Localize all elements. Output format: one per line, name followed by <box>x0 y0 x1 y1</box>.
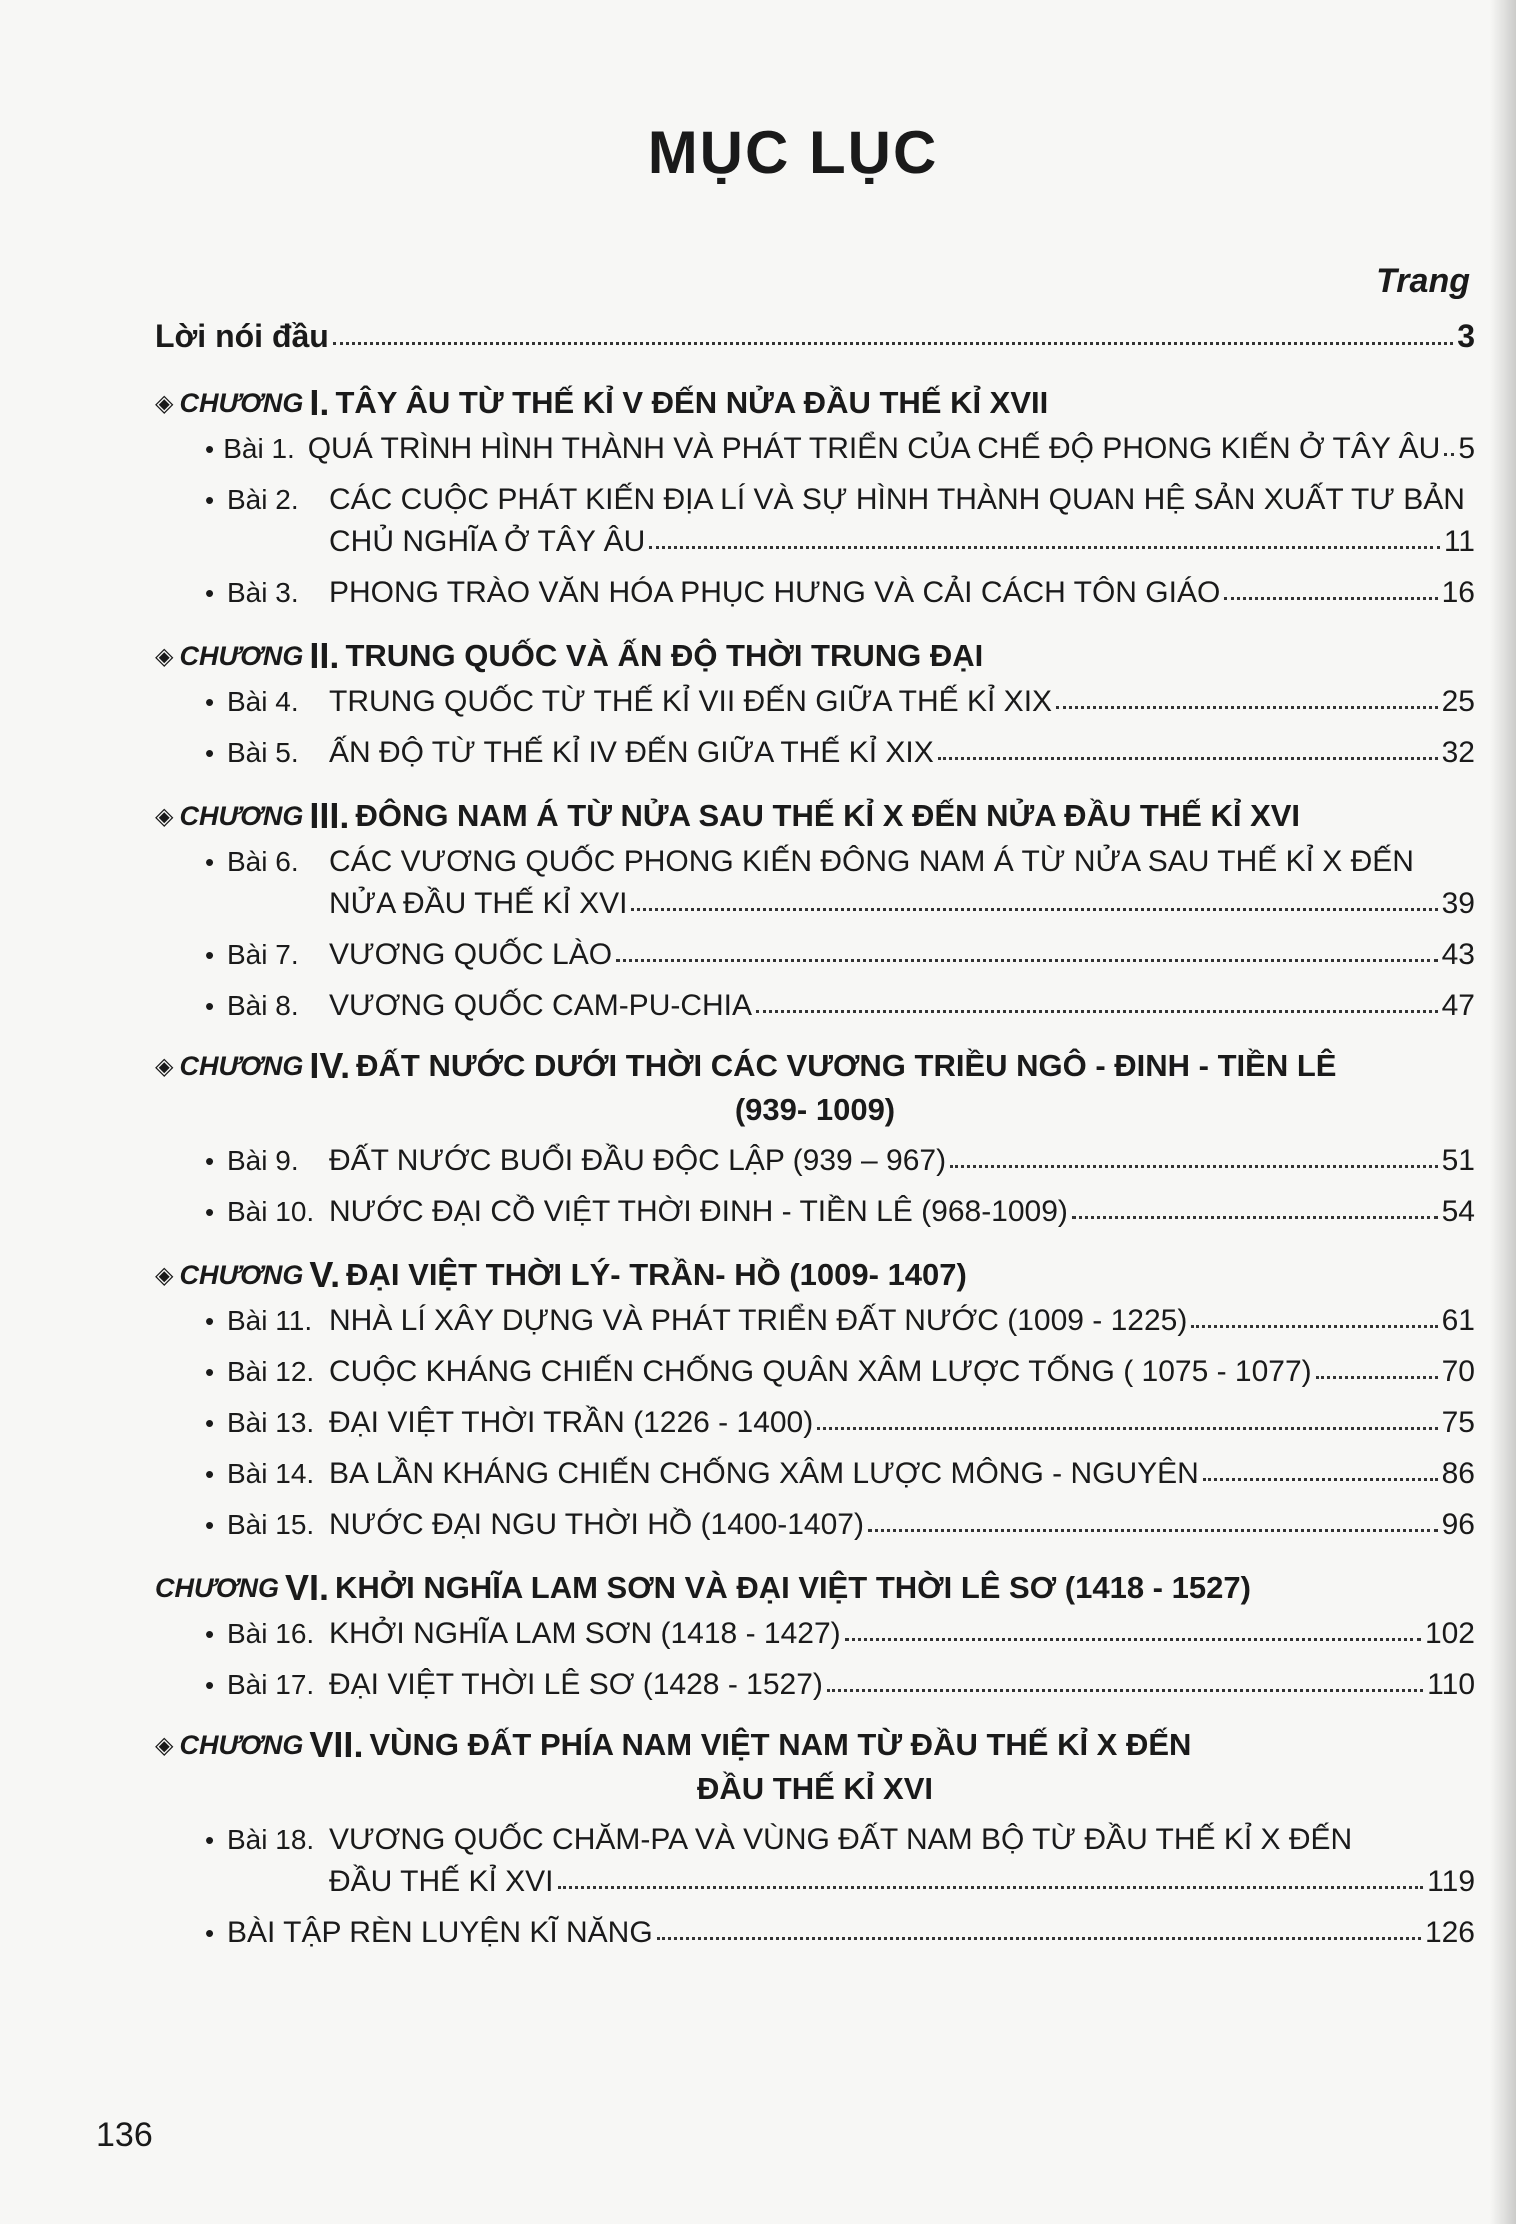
toc-lesson-row[interactable] <box>155 1668 1475 1719</box>
lesson-title: NHÀ LÍ XÂY DỰNG VÀ PHÁT TRIỂN ĐẤT NƯỚC (1009 - 1225) <box>329 1304 1188 1337</box>
lesson-title: KHỞI NGHĨA LAM SƠN (1418 - 1427) <box>329 1617 841 1650</box>
chapter-title: VÙNG ĐẤT PHÍA NAM VIỆT NAM TỪ ĐẦU THẾ KỈ X ĐẾN <box>369 1727 1192 1762</box>
lesson-number: Bài 18. <box>227 1824 315 1855</box>
lesson-page: 16 <box>1441 576 1475 609</box>
lesson-page: 47 <box>1441 989 1475 1022</box>
lesson-number: Bài 1. <box>223 433 295 464</box>
lesson-title: CÁC CUỘC PHÁT KIẾN ĐỊA LÍ VÀ SỰ HÌNH THÀNH QUAN HỆ SẢN XUẤT TƯ BẢN <box>329 483 1465 516</box>
toc-lesson-row[interactable] <box>155 1617 1475 1668</box>
dot-leader <box>1072 1215 1438 1219</box>
lesson-page: 54 <box>1441 1195 1475 1228</box>
bullet-icon: • <box>205 578 215 608</box>
bullet-icon: • <box>205 991 215 1021</box>
bullet-icon: • <box>205 1510 215 1540</box>
lesson-title: ĐẠI VIỆT THỜI TRẦN (1226 - 1400) <box>329 1406 814 1439</box>
lesson-title: CÁC VƯƠNG QUỐC PHONG KIẾN ĐÔNG NAM Á TỪ NỬA SAU THẾ KỈ X ĐẾN <box>329 845 1414 878</box>
chapter-label: CHƯƠNG <box>179 1050 304 1081</box>
lesson-number: Bài 11. <box>227 1305 313 1336</box>
dot-leader <box>1056 705 1438 709</box>
toc-lesson-row[interactable] <box>155 989 1475 1040</box>
toc-lesson-row[interactable] <box>155 483 1475 525</box>
bullet-icon: • <box>205 738 215 768</box>
chapter-number: VI. <box>284 1567 329 1608</box>
chapter-heading-7 <box>155 1719 1475 1771</box>
toc-lesson-row[interactable] <box>155 1823 1475 1865</box>
toc-lesson-row[interactable] <box>155 1406 1475 1457</box>
chapter-label: CHƯƠNG <box>179 387 304 418</box>
dot-leader <box>1191 1324 1437 1328</box>
chapter-title: TRUNG QUỐC VÀ ẤN ĐỘ THỜI TRUNG ĐẠI <box>345 638 984 673</box>
lesson-title: NƯỚC ĐẠI CỒ VIỆT THỜI ĐINH - TIỀN LÊ (968-1009) <box>329 1195 1068 1228</box>
lesson-page: 5 <box>1458 432 1475 465</box>
bullet-icon: • <box>205 485 215 515</box>
chapter-label: CHƯƠNG <box>179 640 304 671</box>
bullet-icon: • <box>205 847 215 877</box>
dot-leader <box>1224 596 1437 600</box>
toc-lesson-row[interactable] <box>155 845 1475 887</box>
page-number: 136 <box>96 2116 153 2154</box>
chapter-marker-icon: ◈ <box>155 1731 174 1759</box>
chapter-marker-icon: ◈ <box>155 1052 174 1080</box>
dot-leader <box>631 907 1437 911</box>
lesson-title: TRUNG QUỐC TỪ THẾ KỈ VII ĐẾN GIỮA THẾ KỈ XIX <box>329 685 1053 718</box>
chapter-heading-1 <box>155 374 1475 432</box>
lesson-page: 70 <box>1441 1355 1475 1388</box>
lesson-number: Bài 3. <box>227 577 299 608</box>
lesson-title: VƯƠNG QUỐC CAM-PU-CHIA <box>329 989 753 1022</box>
table-of-contents <box>155 318 1475 1967</box>
toc-lesson-row[interactable] <box>155 1508 1475 1559</box>
toc-lesson-row[interactable] <box>155 576 1475 627</box>
bullet-icon: • <box>205 1306 215 1336</box>
chapter-number: VII. <box>309 1724 364 1765</box>
toc-lesson-row[interactable] <box>155 1355 1475 1406</box>
chapter-title: KHỞI NGHĨA LAM SƠN VÀ ĐẠI VIỆT THỜI LÊ SƠ (1418 - 1527) <box>334 1570 1251 1605</box>
bullet-icon: • <box>205 1825 215 1855</box>
chapter-label: CHƯƠNG <box>179 800 304 831</box>
chapter-heading-3 <box>155 787 1475 845</box>
bullet-icon: • <box>205 1146 215 1176</box>
chapter-heading-6 <box>155 1559 1475 1617</box>
lesson-title: VƯƠNG QUỐC LÀO <box>329 938 613 971</box>
lesson-page: 39 <box>1441 887 1475 920</box>
lesson-number: Bài 8. <box>227 990 299 1021</box>
toc-lesson-row[interactable] <box>155 1144 1475 1195</box>
lesson-title-continued: CHỦ NGHĨA Ở TÂY ÂU <box>329 525 646 558</box>
chapter-marker-icon: ◈ <box>155 1261 174 1289</box>
chapter-title: ĐẠI VIỆT THỜI LÝ- TRẦN- HỒ (1009- 1407) <box>346 1257 967 1292</box>
dot-leader <box>827 1688 1423 1692</box>
dot-leader <box>756 1009 1438 1013</box>
page-column-label: Trang <box>1376 262 1470 300</box>
lesson-page: 75 <box>1441 1406 1475 1439</box>
toc-lesson-row[interactable] <box>155 685 1475 736</box>
chapter-label: CHƯƠNG <box>155 1572 279 1603</box>
lesson-page: 25 <box>1441 685 1475 718</box>
chapter-title: ĐẤT NƯỚC DƯỚI THỜI CÁC VƯƠNG TRIỀU NGÔ - ĐINH - TIỀN LÊ <box>356 1048 1337 1083</box>
lesson-title: BA LẦN KHÁNG CHIẾN CHỐNG XÂM LƯỢC MÔNG - NGUYÊN <box>329 1457 1199 1490</box>
chapter-number: III. <box>309 795 350 836</box>
dot-leader <box>558 1885 1424 1889</box>
chapter-number: V. <box>309 1254 341 1295</box>
lesson-title: NƯỚC ĐẠI NGU THỜI HỒ (1400-1407) <box>329 1508 864 1541</box>
page-title: MỤC LỤC <box>647 119 939 186</box>
dot-leader <box>1203 1477 1438 1481</box>
exercise-page: 126 <box>1424 1916 1475 1949</box>
lesson-number: Bài 13. <box>227 1407 315 1438</box>
chapter-title: ĐÔNG NAM Á TỪ NỬA SAU THẾ KỈ X ĐẾN NỬA ĐẦU THẾ KỈ XVI <box>355 798 1301 833</box>
lesson-page: 119 <box>1427 1865 1475 1898</box>
lesson-title: PHONG TRÀO VĂN HÓA PHỤC HƯNG VÀ CẢI CÁCH TÔN GIÁO <box>329 576 1221 609</box>
toc-lesson-continuation[interactable] <box>155 525 1475 576</box>
lesson-number: Bài 6. <box>227 846 299 877</box>
lesson-number: Bài 12. <box>227 1356 315 1387</box>
bullet-icon: • <box>205 434 215 464</box>
bullet-icon: • <box>205 1408 215 1438</box>
page-edge-shadow <box>1490 0 1516 2224</box>
lesson-title: VƯƠNG QUỐC CHĂM-PA VÀ VÙNG ĐẤT NAM BỘ TỪ ĐẦU THẾ KỈ X ĐẾN <box>329 1823 1353 1856</box>
chapter-marker-icon: ◈ <box>155 802 174 830</box>
lesson-page: 11 <box>1443 525 1475 558</box>
lesson-number: Bài 9. <box>227 1145 299 1176</box>
lesson-page: 51 <box>1441 1144 1475 1177</box>
dot-leader <box>950 1164 1438 1168</box>
dot-leader <box>1316 1375 1438 1379</box>
lesson-page: 61 <box>1441 1304 1475 1337</box>
bullet-icon: • <box>205 1619 215 1649</box>
lesson-page: 102 <box>1424 1617 1475 1650</box>
chapter-heading-4 <box>155 1040 1475 1092</box>
dot-leader <box>616 958 1438 962</box>
dot-leader <box>649 545 1439 549</box>
lesson-number: Bài 2. <box>227 484 299 515</box>
chapter-title: TÂY ÂU TỪ THẾ KỈ V ĐẾN NỬA ĐẦU THẾ KỈ XVII <box>335 385 1049 420</box>
lesson-title: CUỘC KHÁNG CHIẾN CHỐNG QUÂN XÂM LƯỢC TỐNG ( 1075 - 1077) <box>329 1355 1312 1388</box>
lesson-page: 110 <box>1427 1668 1475 1701</box>
chapter-marker-icon: ◈ <box>155 389 174 417</box>
intro-label: Lời nói đầu <box>155 318 329 354</box>
lesson-title: QUÁ TRÌNH HÌNH THÀNH VÀ PHÁT TRIỂN CỦA CHẾ ĐỘ PHONG KIẾN Ở TÂY ÂU <box>307 432 1441 465</box>
chapter-label: CHƯƠNG <box>179 1259 304 1290</box>
toc-intro-row[interactable] <box>155 318 1475 374</box>
chapter-number: I. <box>309 382 330 423</box>
lesson-number: Bài 15. <box>227 1509 315 1540</box>
dot-leader <box>868 1528 1438 1532</box>
lesson-number: Bài 17. <box>227 1669 315 1700</box>
dot-leader <box>938 756 1438 760</box>
chapter-heading-5 <box>155 1246 1475 1304</box>
toc-lesson-row[interactable] <box>155 938 1475 989</box>
bullet-icon: • <box>205 687 215 717</box>
toc-lesson-continuation[interactable] <box>155 887 1475 938</box>
lesson-page: 96 <box>1441 1508 1475 1541</box>
dot-leader <box>1444 452 1454 456</box>
toc-lesson-row[interactable] <box>155 1304 1475 1355</box>
lesson-number: Bài 16. <box>227 1618 315 1649</box>
dot-leader <box>333 341 1453 345</box>
toc-lesson-continuation[interactable] <box>155 1865 1475 1916</box>
lesson-number: Bài 10. <box>227 1196 315 1227</box>
lesson-title-continued: ĐẦU THẾ KỈ XVI <box>329 1865 554 1898</box>
lesson-page: 32 <box>1441 736 1475 769</box>
lesson-number: Bài 5. <box>227 737 299 768</box>
toc-lesson-row[interactable] <box>155 432 1475 483</box>
intro-page: 3 <box>1457 318 1475 354</box>
toc-lesson-row[interactable] <box>155 1457 1475 1508</box>
dot-leader <box>817 1426 1437 1430</box>
dot-leader <box>657 1936 1421 1940</box>
lesson-title: ĐẤT NƯỚC BUỔI ĐẦU ĐỘC LẬP (939 – 967) <box>329 1144 947 1177</box>
exercise-title: BÀI TẬP RÈN LUYỆN KĨ NĂNG <box>227 1916 653 1949</box>
bullet-icon: • <box>205 1670 215 1700</box>
lesson-title-continued: NỬA ĐẦU THẾ KỈ XVI <box>329 887 628 920</box>
bullet-icon: • <box>205 940 215 970</box>
toc-lesson-row[interactable] <box>155 736 1475 787</box>
toc-exercise-row[interactable] <box>155 1916 1475 1967</box>
chapter-marker-icon: ◈ <box>155 642 174 670</box>
chapter-number: IV. <box>309 1045 351 1086</box>
lesson-number: Bài 7. <box>227 939 299 970</box>
chapter-label: CHƯƠNG <box>179 1729 304 1760</box>
chapter-title-continued: ĐẦU THẾ KỈ XVI <box>697 1771 933 1806</box>
toc-lesson-row[interactable] <box>155 1195 1475 1246</box>
lesson-title: ẤN ĐỘ TỪ THẾ KỈ IV ĐẾN GIỮA THẾ KỈ XIX <box>329 736 934 769</box>
chapter-number: II. <box>309 635 340 676</box>
lesson-page: 43 <box>1441 938 1475 971</box>
lesson-page: 86 <box>1441 1457 1475 1490</box>
bullet-icon: • <box>205 1459 215 1489</box>
bullet-icon: • <box>205 1918 215 1948</box>
bullet-icon: • <box>205 1197 215 1227</box>
lesson-number: Bài 14. <box>227 1458 315 1489</box>
lesson-title: ĐẠI VIỆT THỜI LÊ SƠ (1428 - 1527) <box>329 1668 823 1701</box>
chapter-title-continued: (939- 1009) <box>734 1092 896 1127</box>
chapter-heading-2 <box>155 627 1475 685</box>
dot-leader <box>845 1637 1421 1641</box>
bullet-icon: • <box>205 1357 215 1387</box>
lesson-number: Bài 4. <box>227 686 299 717</box>
